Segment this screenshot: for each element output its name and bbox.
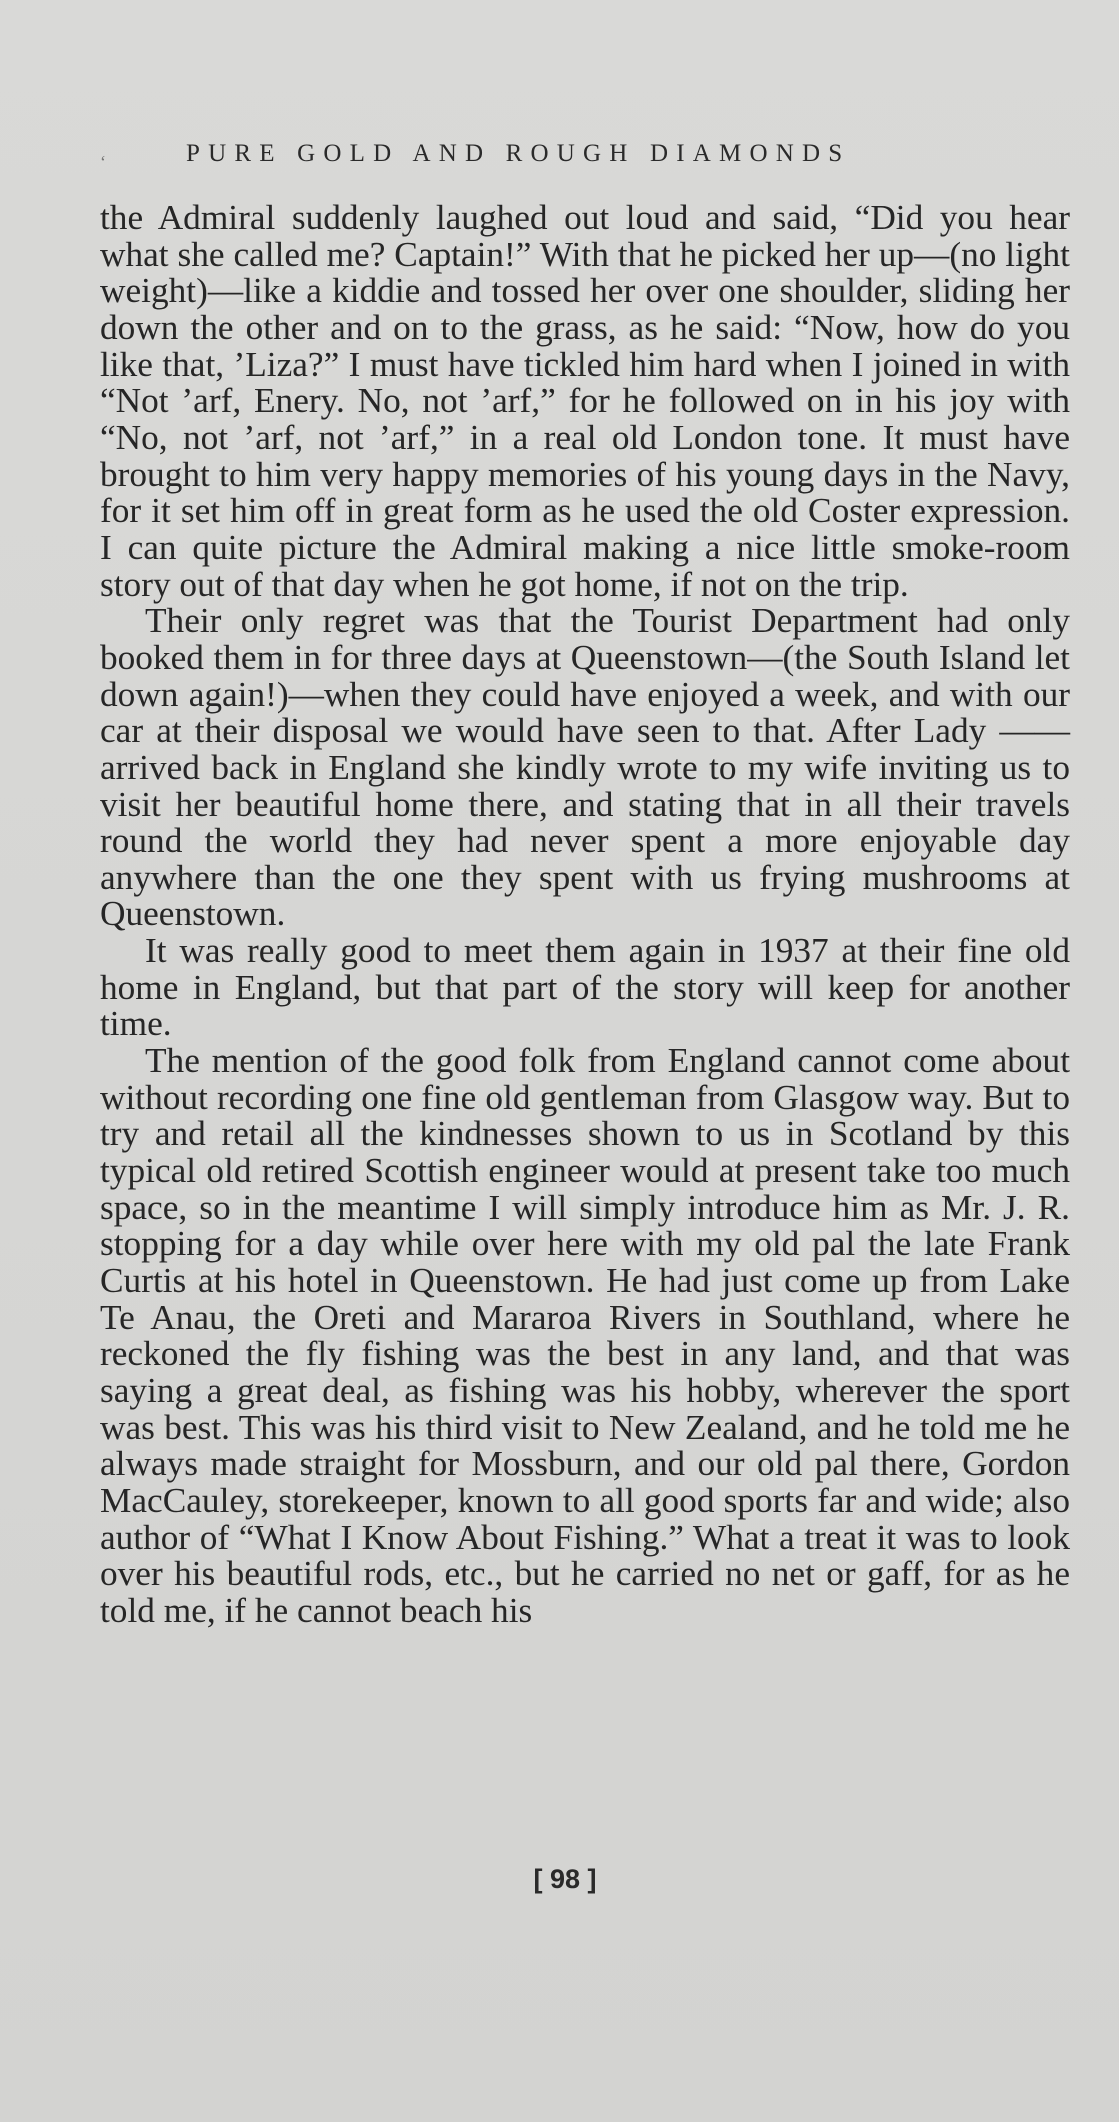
- running-head: PURE GOLD AND ROUGH DIAMONDS: [186, 140, 851, 167]
- paragraph-meeting-1937: It was really good to meet them again in 1937 at their fine old home in England, but that part of the story will keep for another time.: [100, 931, 1070, 1044]
- paragraph-continued: the Admiral suddenly laughed out loud and said, “Did you hear what she called me? Captain!” With that he picked her up—(no light weight)—like a kiddie and tossed her over one shoulder, sliding her down the other and on to the grass, as he said: “Now, how do you like that, ’Liza?” I must have tickled him hard when I joined in with “Not ’arf, Enery. No, not ’arf,” for he followed on in his joy with “No, not ’arf, not ’arf,” in a real old London tone. It must have brought to him very happy memories of his young days in the Navy, for it set him off in great form as he used the old Coster expression. I can quite picture the Admiral making a nice little smoke-room story out of that day when he got home, if not on the trip.: [100, 198, 1070, 604]
- paragraph-tourist-department: Their only regret was that the Tourist Department had only booked them in for three days at Queenstown—(the South Island let down again!)—when they could have enjoyed a week, and with our car at their disposal we would have seen to that. After Lady —— arrived back in England she kindly wrote to my wife inviting us to visit her beautiful home there, and stating that in all their travels round the world they had never spent a more enjoyable day anywhere than the one they spent with us frying mushrooms at Queenstown.: [100, 601, 1070, 934]
- body-text: [100, 200, 1070, 1630]
- paragraph-glasgow-gentleman: The mention of the good folk from England cannot come about without recording one fine old gentleman from Glasgow way. But to try and retail all the kindnesses shown to us in Scotland by this typical old retired Scottish engineer would at present take too much space, so in the meantime I will simply introduce him as Mr. J. R. stopping for a day while over here with my old pal the late Frank Curtis at his hotel in Queenstown. He had just come up from Lake Te Anau, the Oreti and Mararoa Rivers in Southland, where he reckoned the fly fishing was the best in any land, and that was saying a great deal, as fishing was his hobby, wherever the sport was best. This was his third visit to New Zealand, and he told me he always made straight for Mossburn, and our old pal there, Gordon MacCauley, storekeeper, known to all good sports far and wide; also author of “What I Know About Fishing.” What a treat it was to look over his beautiful rods, etc., but he carried no net or gaff, for as he told me, if he cannot beach his: [100, 1041, 1070, 1630]
- page-number: [ 98 ]: [533, 1864, 597, 1894]
- page-speck: ‘: [100, 152, 106, 172]
